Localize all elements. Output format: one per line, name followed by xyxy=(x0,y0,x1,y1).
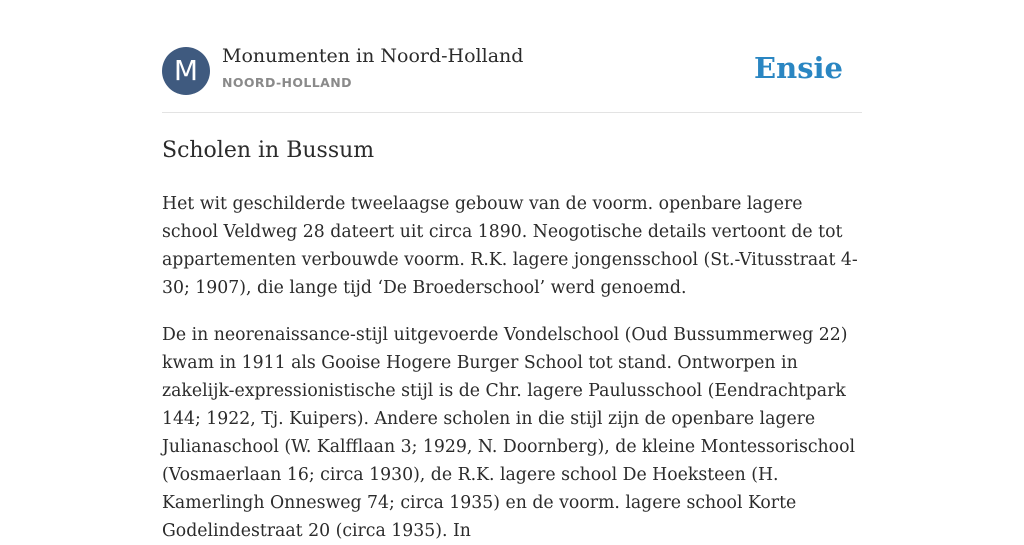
site-subtitle[interactable]: NOORD-HOLLAND xyxy=(222,75,352,90)
brand-logo[interactable]: Ensie xyxy=(754,51,843,85)
content-column xyxy=(162,0,862,541)
article-title: Scholen in Bussum xyxy=(162,138,375,163)
site-title[interactable]: Monumenten in Noord-Holland xyxy=(222,45,524,67)
article-paragraph-2: De in neorenaissance-stijl uitgevoerde Vondelschool (Oud Bussummerweg 22) kwam in 1911 als Gooise Hogere Burger School tot stand. Ontworpen in zakelijk-expressionistische stijl is de Chr. lagere Paulusschool (Eendrachtpark 144; 1922, Tj. Kuipers). Andere scholen in die stijl zijn de openbare lagere Julianaschool (W. Kalfflaan 3; 1929, N. Doornberg), de kleine Montessorischool (Vosmaerlaan 16; circa 1930), de R.K. lagere school De Hoeksteen (H. Kamerlingh Onnesweg 74; circa 1935) en de voorm. lagere school Korte Godelindestraat 20 (circa 1935). In xyxy=(162,325,855,541)
avatar[interactable]: M xyxy=(162,47,210,95)
article-paragraph-1: Het wit geschilderde tweelaagse gebouw van de voorm. openbare lagere school Veldweg 28 dateert uit circa 1890. Neogotische details vertoont de tot appartementen verbouwde voorm. R.K. lagere jongensschool (St.-Vitusstraat 4-30; 1907), die lange tijd ‘De Broederschool’ werd genoemd. xyxy=(162,194,858,298)
header xyxy=(162,0,862,113)
